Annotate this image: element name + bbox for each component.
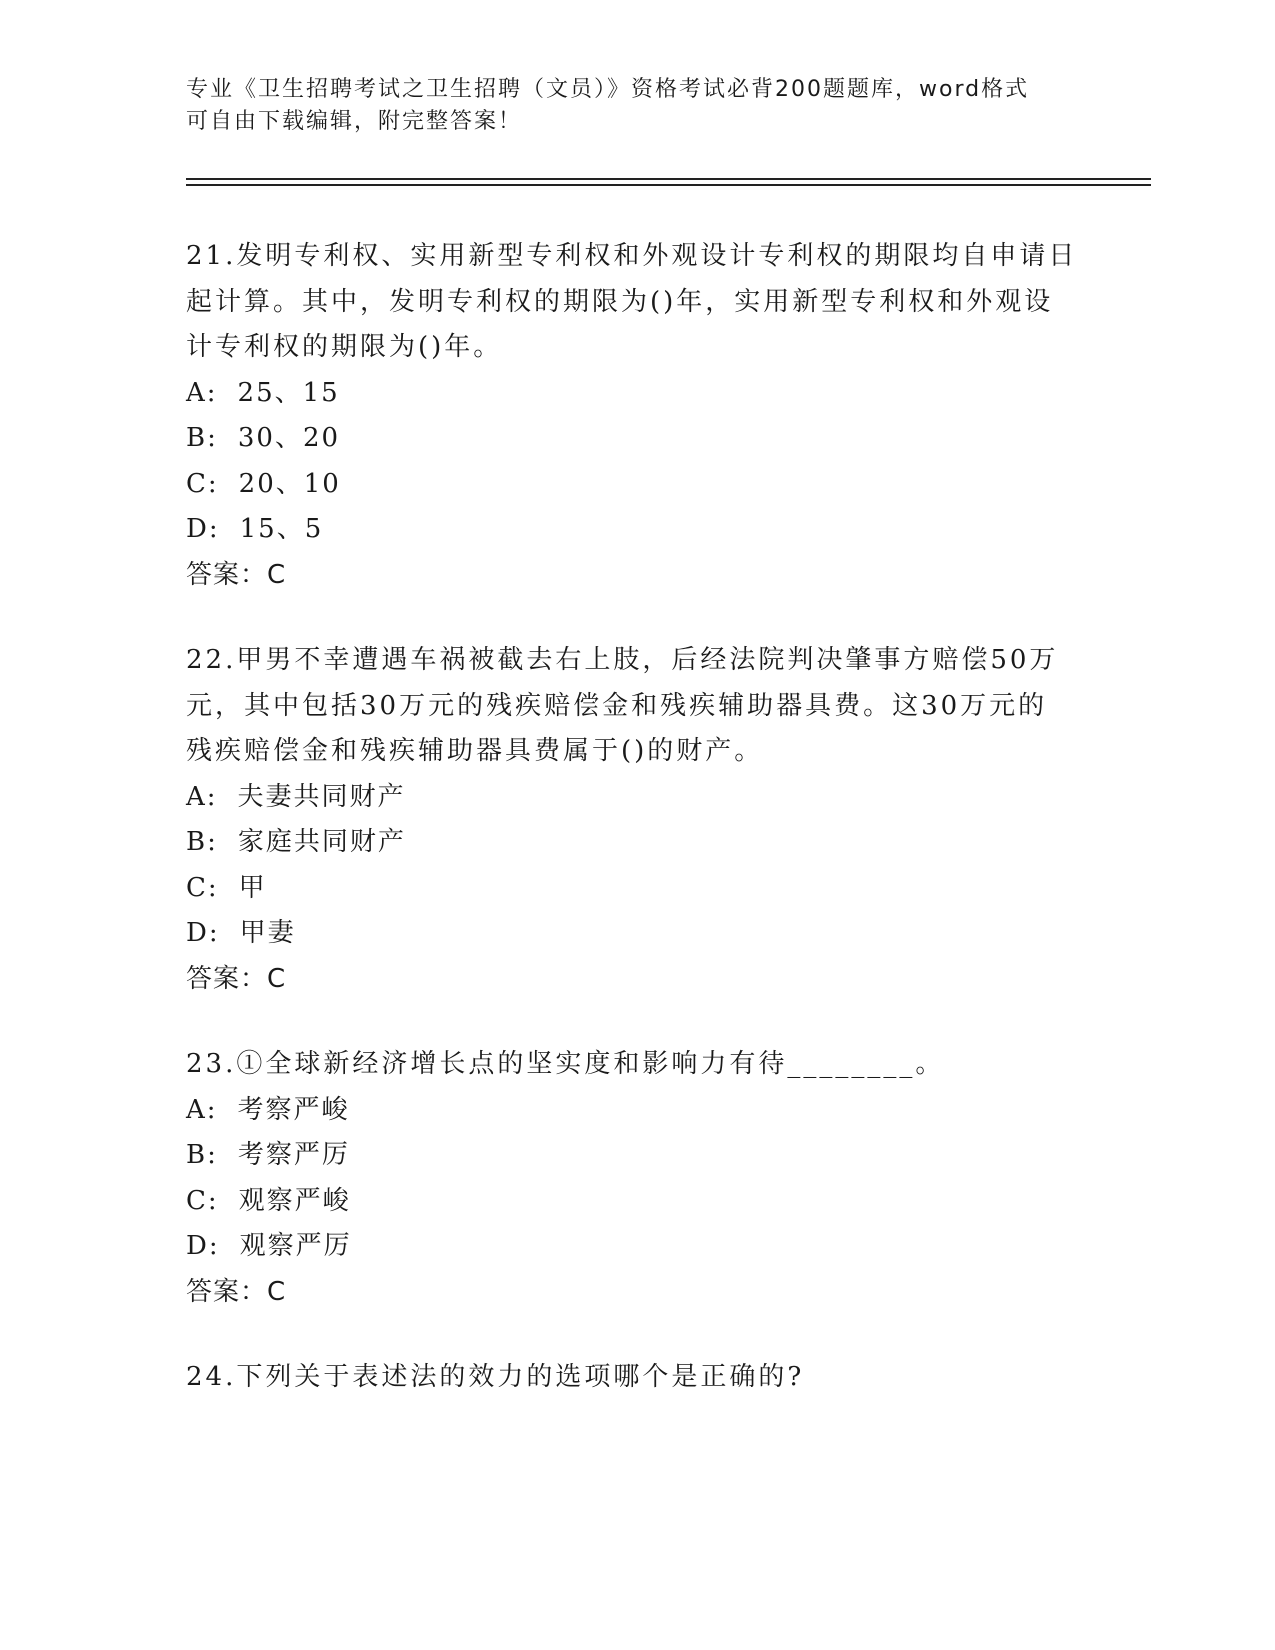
answer-text: 答案：C xyxy=(186,1276,287,1307)
question-text-line: 残疾赔偿金和残疾辅助器具费属于()的财产。 xyxy=(186,736,764,766)
option-letter: B: xyxy=(186,423,218,453)
question-23 xyxy=(186,1042,1086,1315)
option-text: 考察严峻 xyxy=(237,1094,350,1125)
question-text-line: 元，其中包括30万元的残疾赔偿金和残疾辅助器具费。这30万元的 xyxy=(186,690,1048,721)
option-letter: A: xyxy=(186,781,218,812)
option-letter: C: xyxy=(186,468,219,499)
option-b xyxy=(186,1133,1086,1179)
question-text-line: 计专利权的期限为()年。 xyxy=(186,332,503,362)
question-text-line: 21.发明专利权、实用新型专利权和外观设计专利权的期限均自申请日 xyxy=(186,241,1078,271)
option-text: 观察严峻 xyxy=(238,1185,351,1216)
option-letter: C: xyxy=(186,872,219,903)
option-letter: D: xyxy=(186,1231,220,1261)
document-header xyxy=(186,74,1066,138)
option-text: 30、20 xyxy=(237,423,341,453)
option-d xyxy=(186,1224,1086,1270)
option-letter: B: xyxy=(186,1140,218,1170)
question-text-line: 23.①全球新经济增长点的坚实度和影响力有待________。 xyxy=(186,1049,945,1079)
option-text: 考察严厉 xyxy=(237,1140,350,1170)
option-a xyxy=(186,1088,1086,1134)
option-d xyxy=(186,911,1086,957)
question-text-line: 24.下列关于表述法的效力的选项哪个是正确的? xyxy=(186,1362,805,1392)
option-text: 25、15 xyxy=(237,377,340,408)
option-b xyxy=(186,820,1086,866)
header-line-2: 可自由下载编辑，附完整答案！ xyxy=(186,109,523,134)
option-letter: A: xyxy=(186,1094,218,1125)
option-a xyxy=(186,371,1086,417)
header-divider-bottom xyxy=(186,184,1151,186)
question-21 xyxy=(186,234,1086,598)
option-letter: A: xyxy=(186,377,218,408)
option-text: 20、10 xyxy=(238,468,341,499)
question-22 xyxy=(186,638,1086,1002)
option-text: 观察严厉 xyxy=(239,1231,352,1261)
header-line-1: 专业《卫生招聘考试之卫生招聘（文员）》资格考试必背200题题库，word格式 xyxy=(186,77,1030,102)
option-a xyxy=(186,775,1086,821)
option-text: 夫妻共同财产 xyxy=(237,781,406,812)
question-text-line: 22.甲男不幸遭遇车祸被截去右上肢，后经法院判决肇事方赔偿50万 xyxy=(186,645,1059,675)
option-d xyxy=(186,507,1086,553)
header-divider-top xyxy=(186,178,1151,180)
option-letter: D: xyxy=(186,918,220,948)
option-c xyxy=(186,1179,1086,1225)
option-text: 15、5 xyxy=(239,514,324,544)
question-24 xyxy=(186,1355,1086,1401)
answer-text: 答案：C xyxy=(186,559,287,590)
question-list xyxy=(186,234,1086,1441)
question-text-line: 起计算。其中，发明专利权的期限为()年，实用新型专利权和外观设 xyxy=(186,286,1054,317)
option-b xyxy=(186,416,1086,462)
option-text: 家庭共同财产 xyxy=(237,827,406,857)
option-c xyxy=(186,462,1086,508)
answer-text: 答案：C xyxy=(186,963,287,994)
option-text: 甲妻 xyxy=(239,918,296,948)
option-letter: D: xyxy=(186,514,220,544)
option-text: 甲 xyxy=(238,872,267,903)
option-c xyxy=(186,866,1086,912)
option-letter: B: xyxy=(186,827,218,857)
option-letter: C: xyxy=(186,1185,219,1216)
